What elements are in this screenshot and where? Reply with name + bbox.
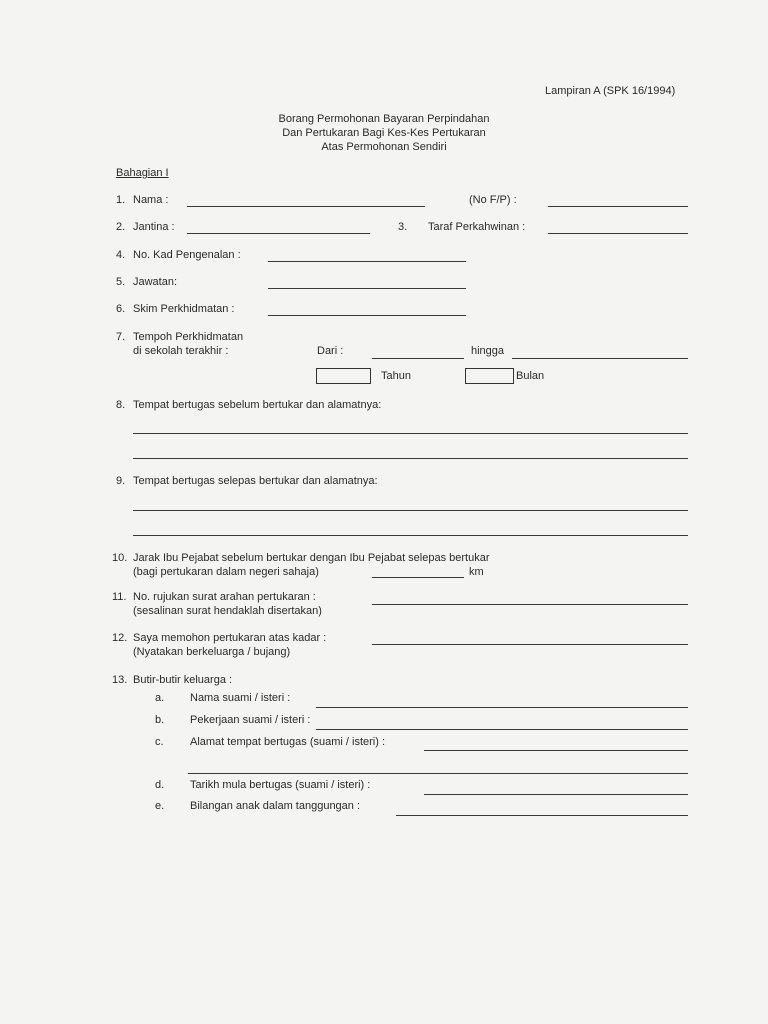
item-number: 13. (112, 674, 128, 686)
gender-label: Jantina : (133, 221, 175, 233)
item-number: 2. (116, 221, 126, 233)
spouse-start-date-label: Tarikh mula bertugas (suami / isteri) : (190, 779, 371, 791)
rate-field[interactable] (372, 644, 688, 645)
position-field[interactable] (268, 288, 466, 289)
family-details-label: Butir-butir keluarga : (133, 674, 233, 686)
marital-status-label: Taraf Perkahwinan : (428, 221, 526, 233)
rate-label: Saya memohon pertukaran atas kadar : (133, 632, 327, 644)
nofp-field[interactable] (548, 206, 688, 207)
spouse-workplace-field-1[interactable] (424, 750, 688, 751)
distance-label: Jarak Ibu Pejabat sebelum bertukar dengan Ibu Pejabat selepas bertukar (133, 552, 490, 564)
family-item-letter: b. (155, 714, 165, 726)
annex-label: Lampiran A (SPK 16/1994) (545, 85, 676, 97)
km-unit: km (469, 566, 484, 578)
item-number: 7. (116, 331, 126, 343)
item-number: 6. (116, 303, 126, 315)
months-box[interactable] (465, 368, 514, 384)
form-title-line-3: Atas Permohonan Sendiri (321, 141, 447, 153)
previous-workplace-line-1[interactable] (133, 433, 688, 434)
spouse-start-date-field[interactable] (424, 794, 688, 795)
spouse-name-label: Nama suami / isteri : (190, 692, 291, 704)
distance-note: (bagi pertukaran dalam negeri sahaja) (133, 566, 319, 578)
distance-field[interactable] (372, 577, 464, 578)
service-period-label: Tempoh Perkhidmatan (133, 331, 244, 343)
section-heading: Bahagian I (116, 167, 169, 179)
nofp-label: (No F/P) : (469, 194, 517, 206)
gender-field[interactable] (187, 233, 370, 234)
reference-label: No. rujukan surat arahan pertukaran : (133, 591, 316, 603)
service-scheme-label: Skim Perkhidmatan : (133, 303, 235, 315)
ic-number-label: No. Kad Pengenalan : (133, 249, 241, 261)
item-number: 9. (116, 475, 126, 487)
family-item-letter: c. (155, 736, 164, 748)
name-label: Nama : (133, 194, 169, 206)
service-period-label-2: di sekolah terakhir : (133, 345, 229, 357)
until-date-field[interactable] (512, 358, 688, 359)
form-title-line-2: Dan Pertukaran Bagi Kes-Kes Pertukaran (282, 127, 486, 139)
reference-note: (sesalinan surat hendaklah disertakan) (133, 605, 322, 617)
family-item-letter: e. (155, 800, 165, 812)
marital-status-field[interactable] (548, 233, 688, 234)
ic-number-field[interactable] (268, 261, 466, 262)
previous-workplace-line-2[interactable] (133, 458, 688, 459)
rate-note: (Nyatakan berkeluarga / bujang) (133, 646, 291, 658)
family-item-letter: a. (155, 692, 165, 704)
spouse-occupation-label: Pekerjaan suami / isteri : (190, 714, 311, 726)
until-label: hingga (471, 345, 505, 357)
previous-workplace-label: Tempat bertugas sebelum bertukar dan alamatnya: (133, 399, 382, 411)
item-number: 12. (112, 632, 128, 644)
name-field[interactable] (187, 206, 425, 207)
family-item-letter: d. (155, 779, 165, 791)
new-workplace-label: Tempat bertugas selepas bertukar dan alamatnya: (133, 475, 378, 487)
from-label: Dari : (317, 345, 344, 357)
form-title-line-1: Borang Permohonan Bayaran Perpindahan (278, 113, 490, 125)
dependent-children-field[interactable] (396, 815, 688, 816)
item-number: 10. (112, 552, 128, 564)
years-box[interactable] (316, 368, 371, 384)
spouse-occupation-field[interactable] (316, 729, 688, 730)
years-label: Tahun (381, 370, 411, 382)
item-number: 3. (398, 221, 408, 233)
item-number: 1. (116, 194, 126, 206)
months-label: Bulan (516, 370, 545, 382)
spouse-workplace-field-2[interactable] (188, 773, 688, 774)
from-date-field[interactable] (372, 358, 464, 359)
new-workplace-line-1[interactable] (133, 510, 688, 511)
service-scheme-field[interactable] (268, 315, 466, 316)
dependent-children-label: Bilangan anak dalam tanggungan : (190, 800, 361, 812)
item-number: 8. (116, 399, 126, 411)
new-workplace-line-2[interactable] (133, 535, 688, 536)
spouse-workplace-label: Alamat tempat bertugas (suami / isteri) : (190, 736, 386, 748)
spouse-name-field[interactable] (316, 707, 688, 708)
item-number: 4. (116, 249, 126, 261)
position-label: Jawatan: (133, 276, 178, 288)
item-number: 5. (116, 276, 126, 288)
reference-field[interactable] (372, 604, 688, 605)
item-number: 11. (112, 591, 127, 603)
